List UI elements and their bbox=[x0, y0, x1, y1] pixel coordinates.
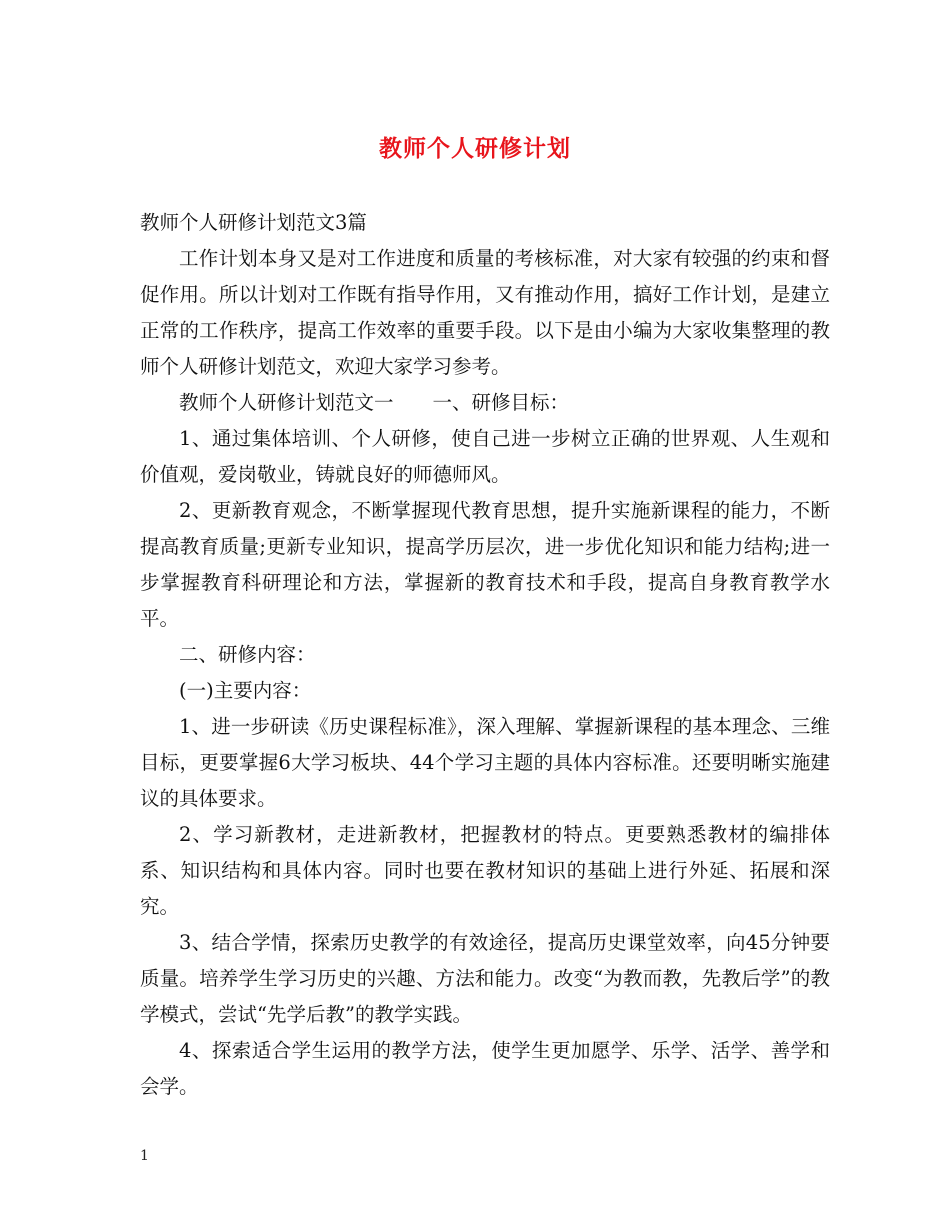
paragraph-content-4: 4、探索适合学生运用的教学方法，使学生更加愿学、乐学、活学、善学和会学。 bbox=[140, 1039, 830, 1098]
document-body bbox=[140, 205, 830, 1105]
paragraph-main-content-heading: (一)主要内容： bbox=[179, 679, 312, 702]
paragraph-content-heading: 二、研修内容： bbox=[179, 643, 316, 666]
paragraph-intro: 工作计划本身又是对工作进度和质量的考核标准，对大家有较强的约束和督促作用。所以计划对工作既有指导作用，又有推动作用，搞好工作计划，是建立正常的工作秩序，提高工作效率的重要手段。以下是由小编为大家收集整理的教师个人研修计划范文，欢迎大家学习参考。 bbox=[140, 247, 830, 378]
paragraph-subtitle: 教师个人研修计划范文3篇 bbox=[140, 211, 367, 234]
paragraph-goal-1: 1、通过集体培训、个人研修，使自己进一步树立正确的世界观、人生观和价值观，爱岗敬业，铸就良好的师德师风。 bbox=[140, 427, 830, 486]
page-number: 1 bbox=[140, 1148, 149, 1164]
paragraph-content-2: 2、学习新教材，走进新教材，把握教材的特点。更要熟悉教材的编排体系、知识结构和具体内容。同时也要在教材知识的基础上进行外延、拓展和深究。 bbox=[140, 823, 830, 918]
paragraph-goal-2: 2、更新教育观念，不断掌握现代教育思想，提升实施新课程的能力，不断提高教育质量;更新专业知识，提高学历层次，进一步优化知识和能力结构;进一步掌握教育科研理论和方法，掌握新的教育技术和手段，提高自身教育教学水平。 bbox=[140, 499, 830, 630]
paragraph-content-1: 1、进一步研读《历史课程标准》，深入理解、掌握新课程的基本理念、三维目标，更要掌握6大学习板块、44个学习主题的具体内容标准。还要明晰实施建议的具体要求。 bbox=[140, 715, 830, 810]
paragraph-section-heading: 教师个人研修计划范文一 一、研修目标： bbox=[179, 391, 570, 414]
document-title: 教师个人研修计划 bbox=[379, 135, 571, 162]
paragraph-content-3: 3、结合学情，探索历史教学的有效途径，提高历史课堂效率，向45分钟要质量。培养学生学习历史的兴趣、方法和能力。改变“为教而教，先教后学”的教学模式，尝试“先学后教”的教学实践。 bbox=[140, 931, 830, 1026]
